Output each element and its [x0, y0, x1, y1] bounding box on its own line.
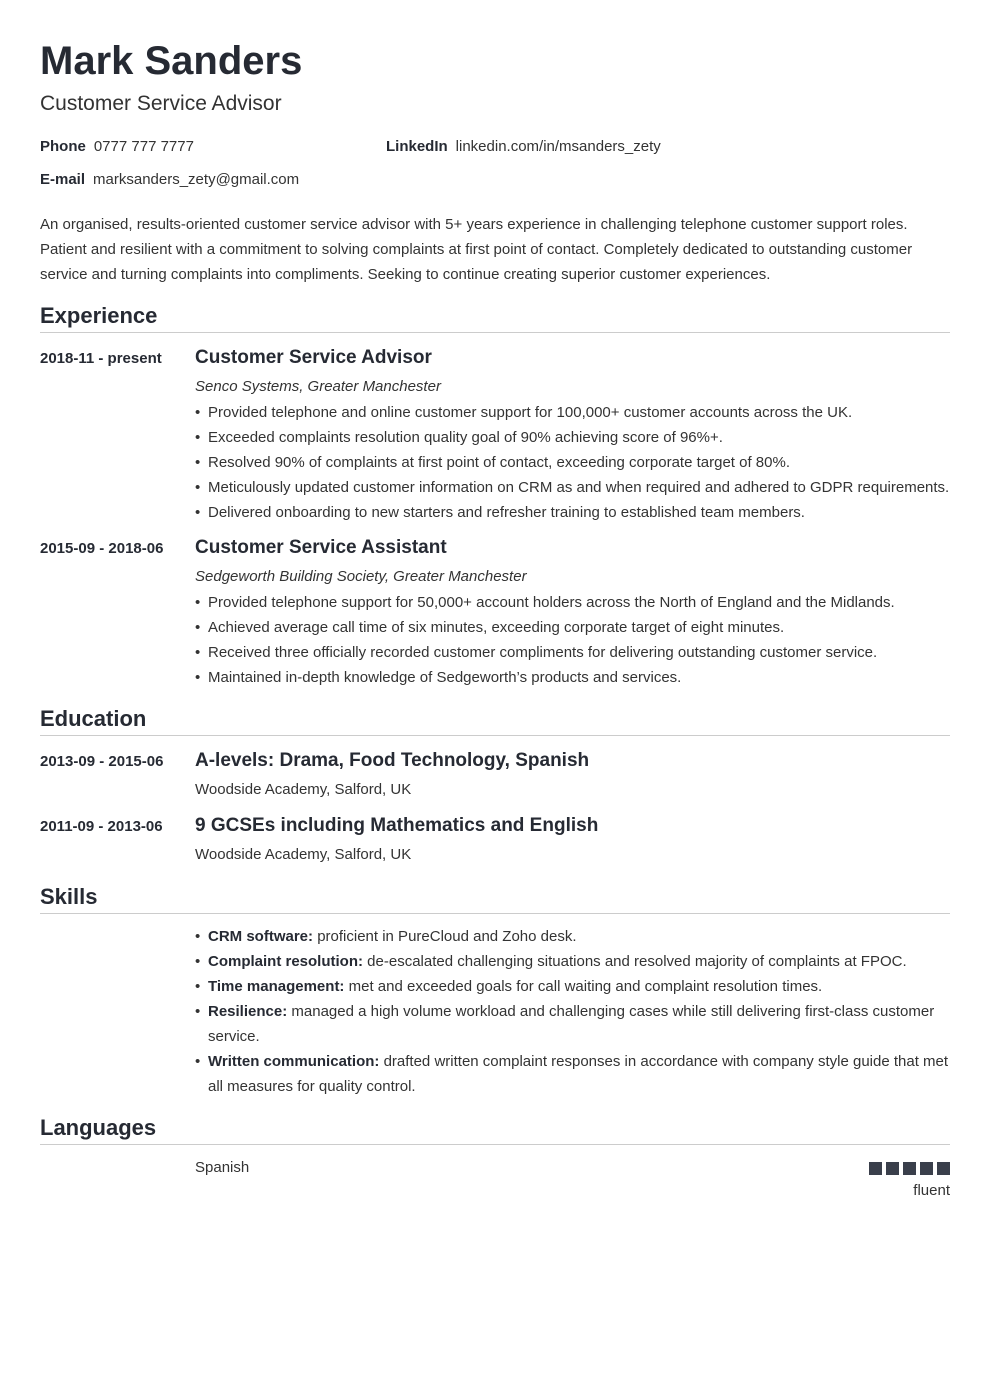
experience-bullet: • Provided telephone support for 50,000+ account holders across the North of England and the Midlands.: [195, 590, 950, 615]
skill-item: [195, 949, 950, 974]
skills-list: [195, 924, 950, 1099]
experience-dates: 2015-09 - 2018-06: [40, 540, 164, 557]
linkedin-value[interactable]: linkedin.com/in/msanders_zety: [455, 138, 661, 155]
education-school: Woodside Academy, Salford, UK: [195, 846, 412, 863]
experience-bullet: • Provided telephone and online customer support for 100,000+ customer accounts across the UK.: [195, 400, 950, 425]
skill-description: drafted written complaint responses in accordance with company style guide that met all measures for quality control.: [208, 1053, 949, 1095]
rating-square-icon: [886, 1162, 899, 1175]
experience-bullet: • Meticulously updated customer information on CRM as and when required and adhered to GDPR requirements.: [195, 475, 950, 500]
rating-square-icon: [920, 1162, 933, 1175]
experience-bullet: • Delivered onboarding to new starters and refresher training to established team members.: [195, 500, 950, 525]
section-heading-experience: Experience: [40, 302, 950, 333]
phone-label: Phone: [40, 138, 86, 155]
phone-value[interactable]: 0777 777 7777: [93, 138, 194, 155]
language-level: fluent: [913, 1182, 950, 1199]
experience-bullet: • Achieved average call time of six minutes, exceeding corporate target of eight minutes.: [195, 615, 950, 640]
skill-description: de-escalated challenging situations and resolved majority of complaints at FPOC.: [367, 953, 907, 970]
experience-job-title: Customer Service Advisor: [195, 347, 432, 368]
section-heading-languages: Languages: [40, 1114, 950, 1145]
education-dates: 2011-09 - 2013-06: [40, 818, 163, 835]
section-heading-skills: Skills: [40, 883, 950, 914]
contact-phone: [40, 138, 194, 156]
skill-name: Time management:: [208, 978, 345, 995]
rating-square-icon: [937, 1162, 950, 1175]
education-dates: 2013-09 - 2015-06: [40, 753, 164, 770]
skill-name: Written communication:: [208, 1053, 380, 1070]
experience-bullet-list: [195, 590, 950, 690]
experience-company: Senco Systems, Greater Manchester: [195, 378, 441, 395]
email-label: E-mail: [40, 171, 86, 188]
experience-bullet: • Resolved 90% of complaints at first point of contact, exceeding corporate target of 80%.: [195, 450, 950, 475]
skill-item: [195, 1049, 950, 1099]
rating-square-icon: [903, 1162, 916, 1175]
experience-dates: 2018-11 - present: [40, 350, 162, 367]
linkedin-label: LinkedIn: [386, 138, 448, 155]
skill-name: Complaint resolution:: [208, 953, 363, 970]
experience-bullet: • Exceeded complaints resolution quality goal of 90% achieving score of 96%+.: [195, 425, 950, 450]
skill-description: met and exceeded goals for call waiting and complaint resolution times.: [348, 978, 823, 995]
rating-square-icon: [869, 1162, 882, 1175]
language-name: Spanish: [195, 1159, 250, 1176]
experience-job-title: Customer Service Assistant: [195, 537, 447, 558]
skill-description: proficient in PureCloud and Zoho desk.: [317, 928, 577, 945]
section-heading-education: Education: [40, 705, 950, 736]
experience-bullet: • Maintained in-depth knowledge of Sedgeworth’s products and services.: [195, 665, 950, 690]
experience-company: Sedgeworth Building Society, Greater Manchester: [195, 568, 527, 585]
candidate-title: Customer Service Advisor: [40, 92, 282, 115]
skill-description: managed a high volume workload and challenging cases while still delivering first-class customer service.: [208, 1003, 935, 1045]
skill-item: [195, 924, 950, 949]
contact-linkedin: [386, 138, 661, 156]
contact-email: [40, 171, 299, 189]
profile-summary: An organised, results-oriented customer service advisor with 5+ years experience in challenging telephone customer support roles. Patient and resilient with a commitment to solving complaints at first point of contact. Completely dedicated to outstanding customer service and turning complaints into compliments. Seeking to continue creating superior customer experiences.: [40, 216, 913, 283]
skill-name: CRM software:: [208, 928, 314, 945]
skill-item: [195, 999, 950, 1049]
skill-name: Resilience:: [208, 1003, 288, 1020]
education-degree: 9 GCSEs including Mathematics and English: [195, 815, 599, 836]
candidate-name: Mark Sanders: [40, 39, 303, 83]
experience-bullet: • Received three officially recorded customer compliments for delivering outstanding customer service.: [195, 640, 950, 665]
language-rating: [869, 1162, 950, 1175]
education-school: Woodside Academy, Salford, UK: [195, 781, 412, 798]
experience-bullet-list: [195, 400, 950, 525]
email-value[interactable]: marksanders_zety@gmail.com: [93, 171, 300, 188]
education-degree: A-levels: Drama, Food Technology, Spanish: [195, 750, 590, 771]
skill-item: [195, 974, 950, 999]
